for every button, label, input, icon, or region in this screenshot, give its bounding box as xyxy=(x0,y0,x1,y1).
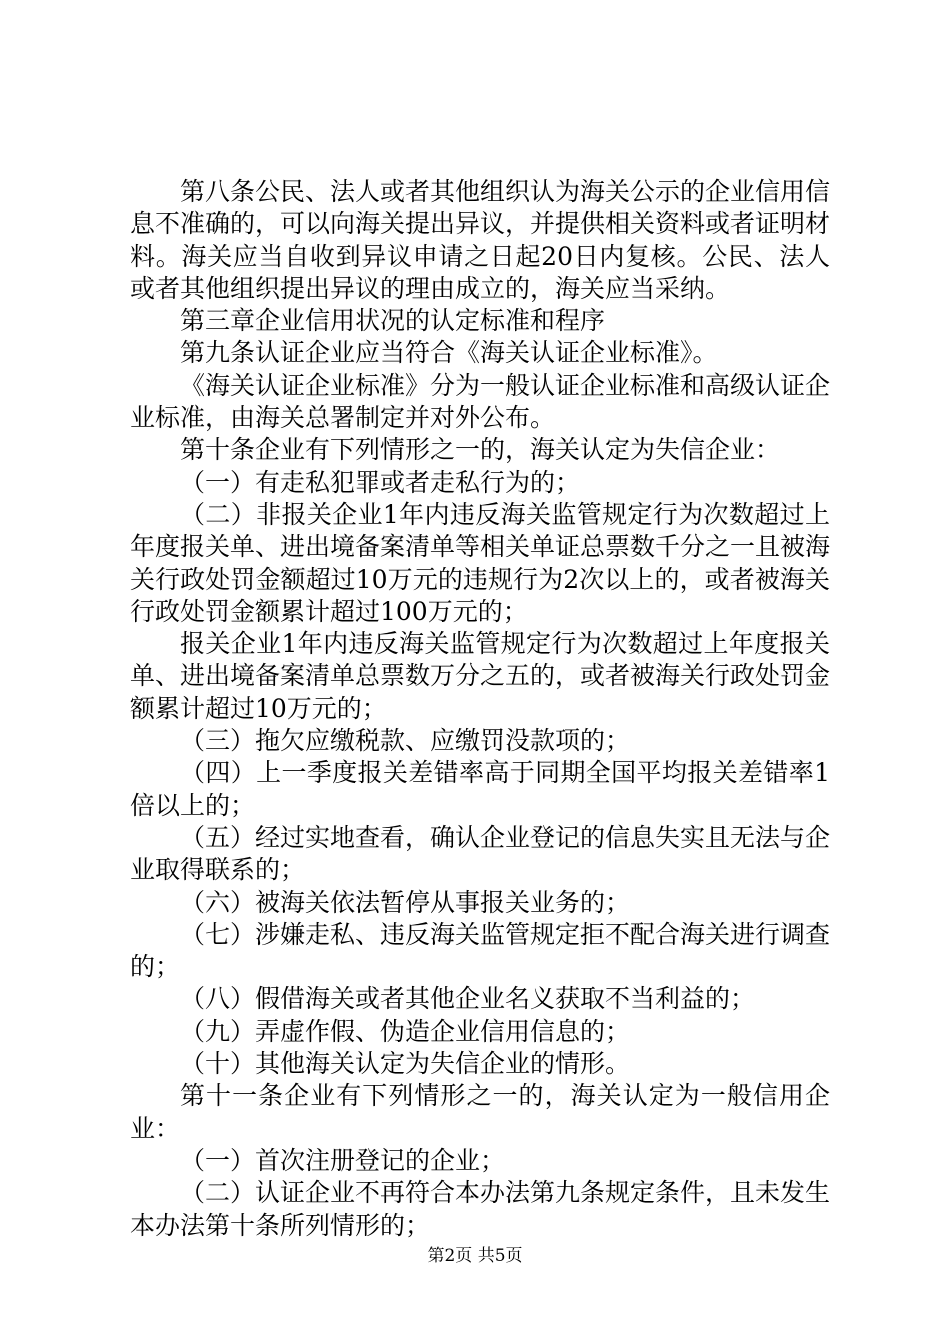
list-item: 报关企业1年内违反海关监管规定行为次数超过上年度报关单、进出境备案清单总票数万分之五的，或者被海关行政处罚金额累计超过10万元的； xyxy=(130,629,831,723)
list-item: （一）有走私犯罪或者走私行为的； xyxy=(180,467,581,497)
chapter-3-heading: 第三章企业信用状况的认定标准和程序 xyxy=(180,306,606,336)
list-item: （五）经过实地查看，确认企业登记的信息失实且无法与企业取得联系的； xyxy=(130,822,831,885)
article-9-paragraph: 第九条认证企业应当符合《海关认证企业标准》。 xyxy=(180,338,718,368)
list-item: （十）其他海关认定为失信企业的情形。 xyxy=(180,1049,631,1079)
article-10-paragraph: 第十条企业有下列情形之一的，海关认定为失信企业： xyxy=(180,435,781,465)
list-item: （九）弄虚作假、伪造企业信用信息的； xyxy=(180,1016,631,1046)
list-item: （一）首次注册登记的企业； xyxy=(180,1145,506,1175)
list-item: （三）拖欠应缴税款、应缴罚没款项的； xyxy=(180,726,631,756)
article-8-paragraph: 第八条公民、法人或者其他组织认为海关公示的企业信用信息不准确的，可以向海关提出异议，并提供相关资料或者证明材料。海关应当自收到异议申请之日起20日内复核。公民、法人或者其他组织提出异议的理由成立的，海关应当采纳。 xyxy=(130,177,831,303)
document-body xyxy=(130,176,830,1242)
list-item: （四）上一季度报关差错率高于同期全国平均报关差错率1倍以上的； xyxy=(130,758,830,820)
list-item: （二）非报关企业1年内违反海关监管规定行为次数超过上年度报关单、进出境备案清单等相关单证总票数千分之一且被海关行政处罚金额超过10万元的违规行为2次以上的，或者被海关行政处罚金额累计超过100万元的； xyxy=(130,499,831,626)
list-item: （七）涉嫌走私、违反海关监管规定拒不配合海关进行调查的； xyxy=(130,919,831,982)
list-item: （二）认证企业不再符合本办法第九条规定条件，且未发生本办法第十条所列情形的； xyxy=(130,1178,831,1240)
standard-description-paragraph: 《海关认证企业标准》分为一般认证企业标准和高级认证企业标准，由海关总署制定并对外公布。 xyxy=(130,370,831,433)
article-11-paragraph: 第十一条企业有下列情形之一的，海关认定为一般信用企业： xyxy=(130,1081,830,1143)
page-number-footer: 第2页 共5页 xyxy=(427,1246,523,1266)
list-item: （八）假借海关或者其他企业名义获取不当利益的； xyxy=(180,984,756,1014)
list-item: （六）被海关依法暂停从事报关业务的； xyxy=(180,887,631,917)
